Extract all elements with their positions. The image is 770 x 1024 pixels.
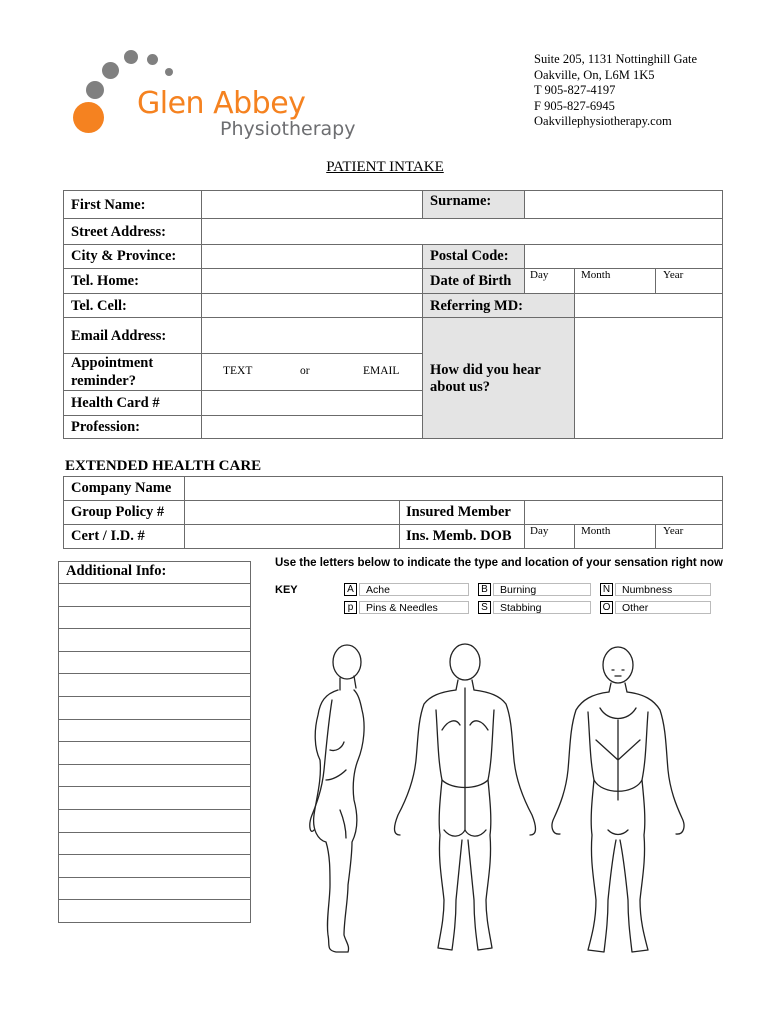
reminder-or-label: or	[300, 365, 310, 377]
postal-code-field[interactable]	[524, 244, 723, 269]
logo-dot	[124, 50, 138, 64]
hear-about-label-line2: about us?	[430, 379, 491, 395]
additional-info-line[interactable]	[58, 673, 251, 697]
ins-dob-month-label: Month	[581, 525, 611, 537]
street-address-label: Street Address:	[71, 224, 166, 240]
side-view-figure[interactable]	[310, 645, 364, 952]
tel-home-label: Tel. Home:	[71, 273, 139, 289]
key-name-burning: Burning	[493, 583, 591, 596]
key-name-ache: Ache	[359, 583, 469, 596]
additional-info-line[interactable]	[58, 899, 251, 923]
sensation-instruction: Use the letters below to indicate the type and location of your sensation right now	[275, 557, 723, 569]
dob-month-label: Month	[581, 269, 611, 281]
logo-subtitle: Physiotherapy	[220, 118, 356, 140]
surname-field[interactable]	[524, 190, 723, 219]
dob-year-label: Year	[663, 269, 684, 281]
key-label: KEY	[275, 584, 298, 596]
additional-info-line[interactable]	[58, 696, 251, 720]
additional-info-line[interactable]	[58, 628, 251, 652]
first-name-field[interactable]	[201, 190, 423, 219]
logo-name: Glen Abbey	[137, 86, 306, 121]
address-line1: Suite 205, 1131 Nottinghill Gate	[534, 52, 698, 66]
profession-field[interactable]	[201, 415, 423, 439]
date-of-birth-label: Date of Birth	[430, 273, 512, 289]
key-name-numbness: Numbness	[615, 583, 711, 596]
address-fax: F 905-827-6945	[534, 98, 615, 113]
key-name-stabbing: Stabbing	[493, 601, 591, 614]
surname-label: Surname:	[430, 193, 492, 209]
form-title: PATIENT INTAKE	[326, 159, 444, 175]
street-address-field[interactable]	[201, 218, 723, 245]
logo-dot	[102, 62, 119, 79]
additional-info-line[interactable]	[58, 764, 251, 788]
company-name-field[interactable]	[184, 476, 723, 501]
key-letter-n: N	[600, 583, 613, 596]
dob-day-label: Day	[530, 269, 549, 281]
city-province-label: City & Province:	[71, 248, 177, 264]
additional-info-line[interactable]	[58, 651, 251, 675]
reminder-email-option[interactable]: EMAIL	[363, 365, 400, 377]
hear-about-field[interactable]	[574, 317, 723, 439]
cert-id-label: Cert / I.D. #	[71, 528, 145, 544]
insured-member-field[interactable]	[524, 500, 723, 525]
company-name-label: Company Name	[71, 480, 172, 496]
extended-health-heading: EXTENDED HEALTH CARE	[65, 458, 262, 474]
logo-dot	[147, 54, 158, 65]
key-name-other: Other	[615, 601, 711, 614]
logo-dot	[86, 81, 104, 99]
address-phone: T 905-827-4197	[534, 83, 616, 97]
address-website: Oakvillephysiotherapy.com	[534, 114, 672, 128]
tel-cell-label: Tel. Cell:	[71, 298, 127, 314]
hear-about-label-line1: How did you hear	[430, 362, 541, 378]
postal-code-label: Postal Code:	[430, 248, 509, 264]
key-letter-s: S	[478, 601, 491, 614]
key-letter-p: p	[344, 601, 357, 614]
key-letter-b: B	[478, 583, 491, 596]
ins-dob-year-label: Year	[663, 525, 684, 537]
front-view-figure[interactable]	[552, 647, 684, 952]
additional-info-line[interactable]	[58, 719, 251, 743]
tel-home-field[interactable]	[201, 268, 423, 294]
health-card-label: Health Card #	[71, 395, 160, 411]
appointment-label-line2: reminder?	[71, 373, 136, 389]
additional-info-line[interactable]	[58, 854, 251, 878]
key-letter-a: A	[344, 583, 357, 596]
group-policy-label: Group Policy #	[71, 504, 165, 520]
tel-cell-field[interactable]	[201, 293, 423, 318]
email-field[interactable]	[201, 317, 423, 354]
reminder-text-option[interactable]: TEXT	[223, 365, 253, 377]
additional-info-line[interactable]	[58, 877, 251, 901]
referring-md-label: Referring MD:	[430, 298, 523, 314]
body-diagram[interactable]	[270, 630, 710, 970]
cert-id-field[interactable]	[184, 524, 400, 549]
additional-info-line[interactable]	[58, 832, 251, 856]
additional-info-line[interactable]	[58, 741, 251, 765]
logo-dot	[73, 102, 104, 133]
ins-memb-dob-label: Ins. Memb. DOB	[406, 528, 512, 544]
ins-dob-day-label: Day	[530, 525, 549, 537]
additional-info-line[interactable]	[58, 583, 251, 607]
additional-info-line[interactable]	[58, 786, 251, 810]
city-province-field[interactable]	[201, 244, 423, 269]
additional-info-label: Additional Info:	[66, 563, 167, 579]
address-line2: Oakville, On, L6M 1K5	[534, 67, 655, 82]
profession-label: Profession:	[71, 419, 141, 435]
clinic-address	[534, 52, 697, 130]
key-letter-o: O	[600, 601, 613, 614]
back-view-figure[interactable]	[395, 644, 536, 950]
health-card-field[interactable]	[201, 390, 423, 416]
insured-member-label: Insured Member	[406, 504, 511, 520]
appointment-label-line1: Appointment	[71, 355, 154, 371]
group-policy-field[interactable]	[184, 500, 400, 525]
additional-info-line[interactable]	[58, 606, 251, 630]
logo-dot	[165, 68, 173, 76]
referring-md-field[interactable]	[574, 293, 723, 318]
key-name-pins-needles: Pins & Needles	[359, 601, 469, 614]
additional-info-line[interactable]	[58, 809, 251, 833]
email-label: Email Address:	[71, 328, 167, 344]
first-name-label: First Name:	[71, 197, 146, 213]
